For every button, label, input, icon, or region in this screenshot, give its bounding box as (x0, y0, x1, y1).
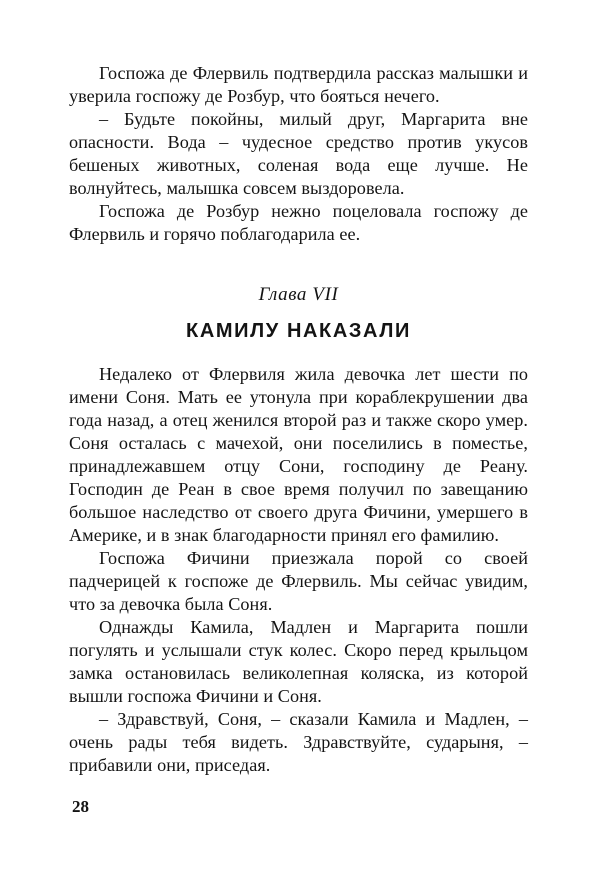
paragraph: Госпожа де Розбур нежно поцеловала госпожу де Флервиль и горячо поблагодарила ее. (69, 201, 528, 244)
paragraph: Недалеко от Флервиля жила девочка лет шести по имени Соня. Мать ее утонула при кораблекрушении два года назад, а отец женился второй раз и также скоро умер. Соня осталась с мачехой, они поселились в поместье, принадлежавшем отцу Сони, господину де Реану. Господин де Реан в свое время получил по завещанию большое наследство от своего друга Фичини, умершего в Америке, и в знак благодарности принял его фамилию. (69, 364, 528, 545)
paragraph: Однажды Камила, Мадлен и Маргарита пошли погулять и услышали стук колес. Скоро перед крыльцом замка остановилась великолепная коляска, из которой вышли госпожа Фичини и Соня. (69, 617, 528, 706)
chapter-number: Глава VII (258, 284, 339, 305)
chapter-title: КАМИЛУ НАКАЗАЛИ (186, 320, 411, 342)
preceding-text (69, 62, 528, 246)
chapter-text (69, 363, 528, 777)
paragraph: Госпожа Фичини приезжала порой со своей падчерицей к госпоже де Флервиль. Мы сейчас увидим, что за девочка была Соня. (69, 548, 528, 614)
paragraph: – Будьте покойны, милый друг, Маргарита вне опасности. Вода – чудесное средство против укусов бешеных животных, соленая вода еще лучше. Не волнуйтесь, малышка совсем выздоровела. (69, 109, 528, 198)
page-number: 28 (72, 797, 89, 816)
paragraph: – Здравствуй, Соня, – сказали Камила и Мадлен, – очень рады тебя видеть. Здравствуйте, сударыня, – прибавили они, приседая. (69, 709, 528, 775)
paragraph: Госпожа де Флервиль подтвердила рассказ малышки и уверила госпожу де Розбур, что бояться нечего. (69, 63, 528, 106)
